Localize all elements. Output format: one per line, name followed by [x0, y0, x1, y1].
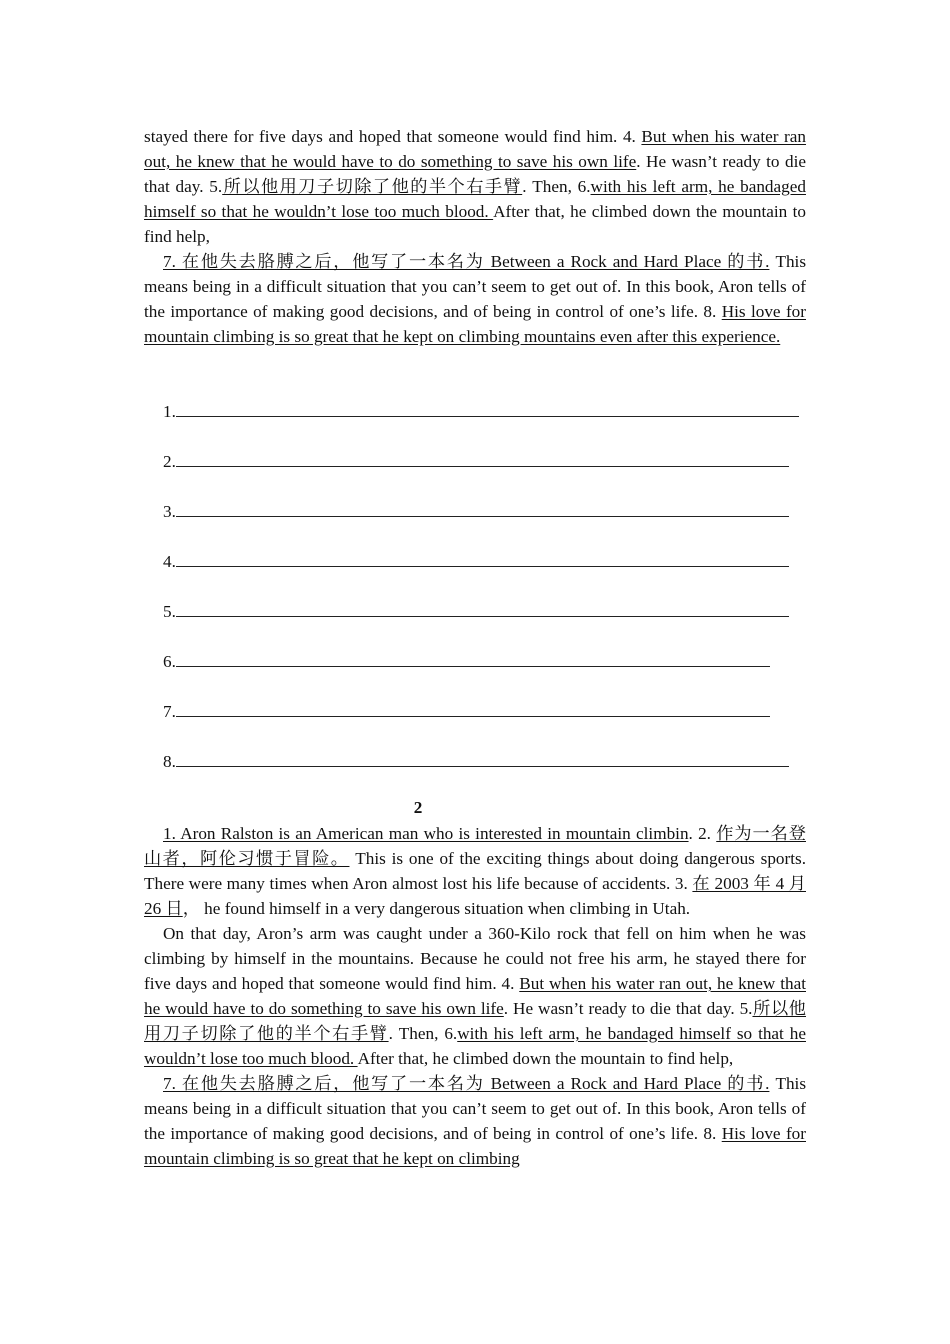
answer-number: 1. — [163, 402, 176, 421]
answer-number: 6. — [163, 652, 176, 671]
answer-number: 3. — [163, 502, 176, 521]
text: After that, he climbed down the mountain to find help, — [357, 1049, 734, 1068]
underlined-sentence-7: 7. 在他失去胳膊之后，他写了一本名为 Between a Rock and Hard Place 的书. — [163, 252, 770, 271]
answer-line-2[interactable] — [163, 448, 789, 474]
underlined-sentence-3: 在 2003 年 4 月 26 日 — [144, 874, 806, 918]
text: . He wasn’t ready to die that day. 5. — [503, 999, 753, 1018]
answer-number: 5. — [163, 602, 176, 621]
answer-line-3[interactable] — [163, 498, 789, 524]
answer-blank[interactable] — [176, 548, 789, 567]
answer-blank[interactable] — [176, 598, 789, 617]
underlined-sentence-6: with his left arm, he bandaged himself so that he wouldn’t lose too much blood. — [144, 177, 806, 221]
answer-blank[interactable] — [176, 748, 789, 767]
section-heading: 2 — [413, 798, 423, 817]
answer-number: 4. — [163, 552, 176, 571]
passage-2 — [144, 821, 806, 1171]
answer-number: 7. — [163, 702, 176, 721]
text: . 2. — [688, 824, 717, 843]
answer-line-8[interactable] — [163, 748, 789, 774]
answer-blank[interactable] — [176, 448, 789, 467]
text: . He wasn’t ready to die that day. 5. — [144, 152, 806, 196]
underlined-sentence-6: with his left arm, he bandaged himself so that he wouldn’t lose too much blood. — [144, 1024, 806, 1068]
passage-2-paragraph-3 — [144, 1071, 806, 1171]
text: ， he found himself in a very dangerous situation when climbing in Utah. — [182, 899, 691, 918]
passage-2-paragraph-1 — [144, 821, 806, 921]
answer-line-4[interactable] — [163, 548, 789, 574]
underlined-sentence-5: 所以他用刀子切除了他的半个右手臂 — [144, 999, 806, 1043]
text: This means being in a difficult situation that you can’t seem to get out of. In this book, Aron tells of the importance of making good decisions, and of being in control of one’s life. 8. — [144, 252, 807, 321]
answer-blank[interactable] — [176, 498, 789, 517]
answer-line-6[interactable] — [163, 648, 770, 674]
underlined-sentence-8: His love for mountain climbing is so great that he kept on climbing mountains even after this experience. — [144, 302, 806, 346]
underlined-sentence-1: 1. Aron Ralston is an American man who is interested in mountain climbin — [163, 824, 689, 843]
underlined-sentence-5: 所以他用刀子切除了他的半个右手臂 — [222, 177, 523, 196]
passage-1-paragraph-2 — [144, 249, 806, 349]
text: stayed there for five days and hoped that someone would find him. 4. — [144, 127, 642, 146]
passage-2-paragraph-2 — [144, 921, 806, 1071]
underlined-sentence-4: But when his water ran out, he knew that he would have to do something to save his own life — [144, 974, 806, 1018]
text: After that, he climbed down the mountain to find help, — [144, 202, 806, 246]
answer-line-5[interactable] — [163, 598, 789, 624]
passage-1 — [144, 124, 806, 349]
text: . Then, 6. — [522, 177, 591, 196]
text: On that day, Aron’s arm was caught under a 360-Kilo rock that fell on him when he was climbing by himself in the mountains. Because he could not free his arm, he stayed there for five days and hoped that someone would find him. 4. — [144, 924, 806, 993]
answer-blank[interactable] — [176, 648, 770, 667]
text: This is one of the exciting things about doing dangerous sports. There were many times when Aron almost lost his life because of accidents. 3. — [144, 849, 806, 893]
underlined-sentence-4: But when his water ran out, he knew that he would have to do something to save his own life — [144, 127, 807, 171]
answer-number: 8. — [163, 752, 176, 771]
answer-number: 2. — [163, 452, 176, 471]
answer-line-7[interactable] — [163, 698, 770, 724]
answer-blank[interactable] — [176, 698, 770, 717]
passage-1-paragraph-1 — [144, 124, 806, 249]
underlined-sentence-8: His love for mountain climbing is so great that he kept on climbing — [144, 1124, 806, 1168]
text: . Then, 6. — [388, 1024, 458, 1043]
answer-blank[interactable] — [176, 398, 799, 417]
underlined-sentence-7: 7. 在他失去胳膊之后，他写了一本名为 Between a Rock and Hard Place 的书. — [163, 1074, 770, 1093]
answer-line-1[interactable] — [163, 398, 799, 424]
text: This means being in a difficult situation that you can’t seem to get out of. In this book, Aron tells of the importance of making good decisions, and of being in control of one’s life. 8. — [144, 1074, 807, 1143]
underlined-sentence-2: 作为一名登山者，阿伦习惯于冒险。 — [144, 824, 806, 868]
